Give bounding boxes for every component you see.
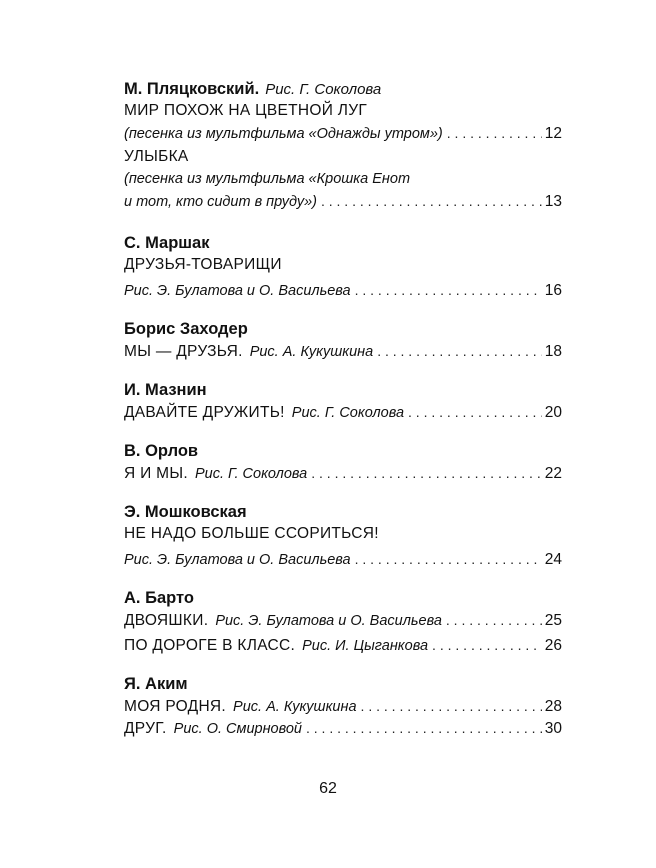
toc-section: [124, 318, 562, 362]
author-line: [124, 501, 562, 523]
page-number: 22: [544, 465, 562, 482]
page-number: 30: [544, 720, 562, 737]
toc-entry-title: [124, 100, 562, 122]
illustrator-credit: Рис. И. Цыганкова: [302, 638, 429, 654]
dot-leader: [377, 340, 542, 362]
illustrator-credit: Рис. Г. Соколова: [265, 81, 382, 98]
illustrator-credit: Рис. Г. Соколова: [291, 405, 405, 421]
dot-leader: [432, 634, 542, 656]
entry-title: ДВОЯШКИ.: [124, 612, 209, 629]
dot-leader: [321, 190, 542, 212]
toc-entry[interactable]: [124, 190, 562, 212]
toc-section: [124, 587, 562, 656]
entry-title: ДРУГ.: [124, 720, 167, 737]
page-number: 26: [544, 637, 562, 654]
author-name: Э. Мошковская: [124, 503, 247, 521]
entry-title: МЫ — ДРУЗЬЯ.: [124, 343, 243, 360]
toc-section: [124, 440, 562, 484]
dot-leader: [311, 462, 542, 484]
entry-title: Я И МЫ.: [124, 465, 188, 482]
toc-entry[interactable]: [124, 279, 562, 301]
illustrator-credit: Рис. Э. Булатова и О. Васильева: [215, 613, 442, 629]
dot-leader: [355, 279, 542, 301]
toc-entry[interactable]: [124, 634, 562, 656]
toc-section: [124, 232, 562, 301]
illustrator-credit: Рис. А. Кукушкина: [249, 344, 374, 360]
author-name: А. Барто: [124, 589, 194, 607]
toc-entry[interactable]: [124, 548, 562, 570]
page-number: 12: [544, 125, 562, 142]
table-of-contents: [124, 78, 562, 756]
entry-subtitle: и тот, кто сидит в пруду»): [124, 194, 317, 210]
author-name: В. Орлов: [124, 442, 199, 460]
author-line: [124, 440, 562, 462]
toc-entry[interactable]: [124, 122, 562, 144]
author-line: [124, 232, 562, 254]
toc-entry[interactable]: [124, 462, 562, 484]
page-number: 24: [544, 551, 562, 568]
toc-entry[interactable]: [124, 717, 562, 739]
page-number: 16: [544, 282, 562, 299]
toc-entry[interactable]: [124, 340, 562, 362]
dot-leader: [408, 401, 542, 423]
entry-title: ДРУЗЬЯ-ТОВАРИЩИ: [124, 256, 282, 273]
toc-entry-title: [124, 523, 562, 545]
toc-entry[interactable]: [124, 401, 562, 423]
page-number: 18: [544, 343, 562, 360]
entry-title: УЛЫБКА: [124, 148, 189, 165]
page-number: 13: [544, 193, 562, 210]
toc-section: [124, 379, 562, 423]
author-name: И. Мазнин: [124, 381, 207, 399]
toc-entry-title: [124, 146, 562, 168]
dot-leader: [446, 609, 542, 631]
author-name: Я. Аким: [124, 675, 188, 693]
entry-title: ДАВАЙТЕ ДРУЖИТЬ!: [124, 404, 285, 421]
entry-subtitle: (песенка из мультфильма «Однажды утром»): [124, 126, 443, 142]
page-footer-number: 62: [319, 780, 337, 797]
author-line: [124, 379, 562, 401]
page-number: 28: [544, 698, 562, 715]
page-number: 25: [544, 612, 562, 629]
toc-section: [124, 673, 562, 739]
illustrator-credit: Рис. А. Кукушкина: [233, 699, 357, 715]
toc-entry-subtitle-line: [124, 168, 562, 190]
dot-leader: [361, 695, 542, 717]
dot-leader: [306, 717, 542, 739]
author-line: [124, 78, 562, 100]
dot-leader: [355, 548, 542, 570]
author-line: [124, 673, 562, 695]
illustrator-credit: Рис. Г. Соколова: [195, 466, 308, 482]
entry-title: МИР ПОХОЖ НА ЦВЕТНОЙ ЛУГ: [124, 102, 368, 119]
entry-title: МОЯ РОДНЯ.: [124, 698, 227, 715]
entry-title: НЕ НАДО БОЛЬШЕ ССОРИТЬСЯ!: [124, 525, 379, 542]
toc-entry[interactable]: [124, 695, 562, 717]
toc-entry[interactable]: [124, 609, 562, 631]
author-line: [124, 318, 562, 340]
dot-leader: [447, 122, 542, 144]
page-number: 20: [544, 404, 562, 421]
toc-section: [124, 501, 562, 570]
toc-section: [124, 78, 562, 212]
author-name: Борис Заходер: [124, 320, 248, 338]
entry-subtitle: (песенка из мультфильма «Крошка Енот: [124, 171, 411, 187]
illustrator-credit: Рис. Э. Булатова и О. Васильева: [124, 552, 351, 568]
author-name: С. Маршак: [124, 234, 210, 252]
illustrator-credit: Рис. Э. Булатова и О. Васильева: [124, 283, 351, 299]
author-line: [124, 587, 562, 609]
illustrator-credit: Рис. О. Смирновой: [173, 721, 302, 737]
toc-entry-title: [124, 254, 562, 276]
author-name: М. Пляцковский.: [124, 80, 260, 98]
entry-title: ПО ДОРОГЕ В КЛАСС.: [124, 637, 296, 654]
